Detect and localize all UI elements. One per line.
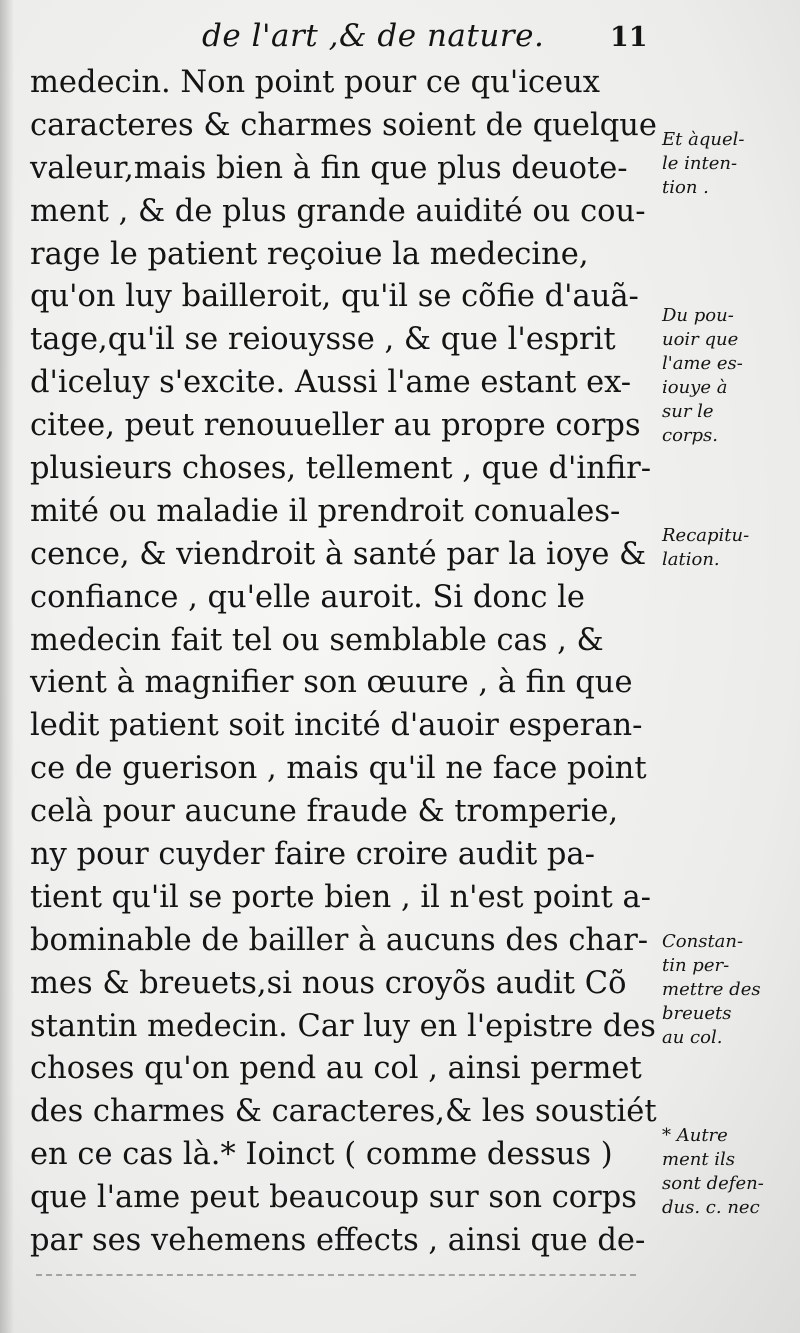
margin-note-pouvoir-ame [662,304,798,448]
margin-note-line: lation. [662,549,720,570]
margin-note-recapitulation [662,524,798,572]
margin-note-line: au col. [662,1027,723,1048]
text-line: valeur,mais bien à fin que plus deuote- [30,150,628,186]
text-line: d'iceluy s'excite. Aussi l'ame estant ex- [30,365,632,401]
page-header [0,14,800,66]
main-text-block [30,62,660,1263]
margin-note-line: le inten- [662,153,738,174]
margin-note-line: tin per- [662,955,730,976]
margin-note-intention [662,128,798,200]
margin-note-line: sur le [662,401,714,422]
margin-note-line: Constan- [662,931,744,952]
text-line: cence, & viendroit à santé par la ioye & [30,536,647,572]
text-line: que l'ame peut beaucoup sur son corps [30,1180,637,1216]
text-line: choses qu'on pend au col , ainsi permet [30,1051,642,1087]
margin-note-line: Du pou- [662,305,734,326]
text-line: bominable de bailler à aucuns des char- [30,922,649,958]
margin-note-line: tion . [662,177,709,198]
running-head: de l'art ,& de nature. [202,18,545,54]
margin-note-line: dus. c. nec [662,1197,760,1218]
text-line: ment , & de plus grande auidité ou cou- [30,193,646,229]
text-line: ce de guerison , mais qu'il ne face point [30,751,647,787]
margin-note-line: l'ame es- [662,353,743,374]
text-line: medecin. Non point pour ce qu'iceux [30,65,600,100]
text-line: confiance , qu'elle auroit. Si donc le [30,579,585,615]
text-line: caracteres & charmes soient de quelque [30,107,657,143]
text-line: rage le patient reçoiue la medecine, [30,236,589,272]
margin-note-line: mettre des [662,979,761,1000]
margin-note-constantin [662,930,798,1050]
margin-note-line: breuets [662,1003,732,1024]
text-line: en ce cas là.* Ioinct ( comme dessus ) [30,1137,613,1173]
text-line: medecin fait tel ou semblable cas , & [30,622,604,658]
text-line: qu'on luy bailleroit, qu'il se cõfie d'auã- [30,279,639,315]
text-line: plusieurs choses, tellement , que d'infir- [30,451,652,487]
text-line: vient à magnifier son œuure , à fin que [30,665,633,701]
margin-note-line: uoir que [662,329,739,350]
text-line: celà pour aucune fraude & tromperie, [30,794,619,830]
bottom-rule [36,1274,636,1276]
text-line: citee, peut renouueller au propre corps [30,408,641,444]
margin-note-line: ment ils [662,1149,736,1170]
text-line: tage,qu'il se reiouysse , & que l'esprit [30,322,616,358]
margin-note-line: sont defen- [662,1173,764,1194]
margin-note-line: Recapitu- [662,525,750,546]
text-line: ny pour cuyder faire croire audit pa- [30,837,595,873]
margin-note-line: Et àquel- [662,129,745,150]
text-line: mité ou maladie il prendroit conuales- [30,493,621,529]
page-number: 11 [610,22,648,53]
text-line: par ses vehemens effects , ainsi que de- [30,1223,646,1259]
text-line: des charmes & caracteres,& les soustiét [30,1094,657,1130]
text-line: tient qu'il se porte bien , il n'est point a- [30,879,651,915]
text-line: ledit patient soit incité d'auoir esperan- [30,708,643,744]
text-line: stantin medecin. Car luy en l'epistre des [30,1008,656,1044]
margin-note-line: corps. [662,425,719,446]
margin-note-line: iouye à [662,377,728,398]
margin-note-line: * Autre [662,1125,728,1146]
margin-note-autrement [662,1124,798,1220]
page-edge-shadow [0,0,14,1333]
text-line: mes & breuets,si nous croyõs audit Cõ [30,965,627,1001]
